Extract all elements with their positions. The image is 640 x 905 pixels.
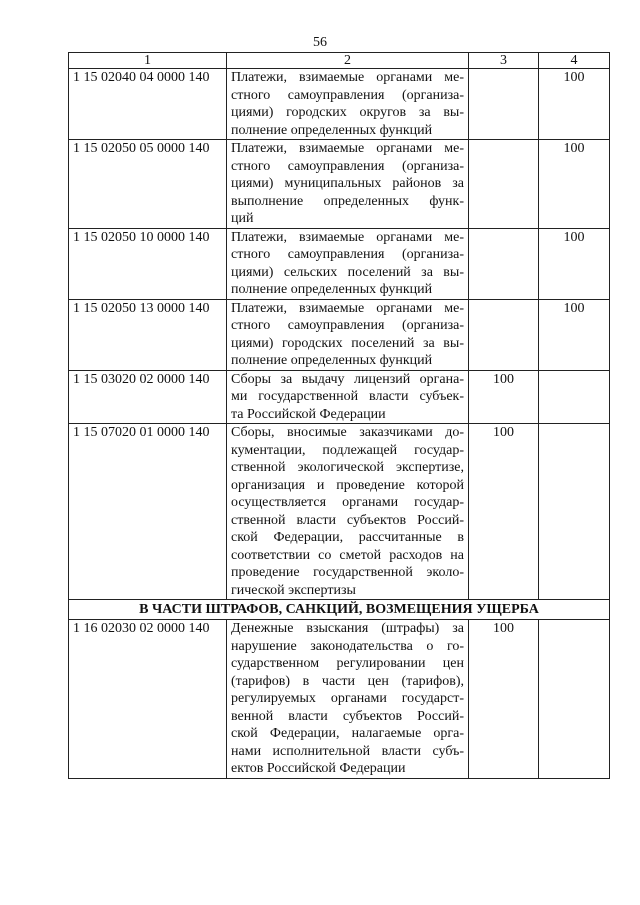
description-line: (тарифов) в части цен (тарифов),: [231, 673, 464, 689]
value-col4: 100: [539, 140, 610, 229]
value-col3: [469, 69, 539, 140]
description-line: циями) городских поселений за вы-: [231, 335, 464, 351]
description-line: ской Федерации, рассчитанные в: [231, 530, 464, 545]
value-col3: 100: [469, 620, 539, 779]
budget-code: 1 16 02030 02 0000 140: [69, 620, 227, 779]
description-line: ций: [231, 211, 254, 226]
description-line: Платежи, взимаемые органами ме-: [231, 229, 464, 245]
description-line: циями) городских округов за вы-: [231, 105, 464, 120]
description-line: та Российской Федерации: [231, 406, 386, 422]
value-col3: [469, 140, 539, 229]
description-line: Платежи, взимаемые органами ме-: [231, 300, 464, 316]
value-col4: [539, 620, 610, 779]
description-line: выполнение определенных функ-: [231, 193, 464, 209]
value-col3: [469, 228, 539, 299]
table-row: [69, 140, 610, 229]
column-header: 4: [539, 53, 610, 69]
description-line: Платежи, взимаемые органами ме-: [231, 141, 464, 156]
description-line: стного самоуправления (организа-: [231, 87, 464, 103]
description-line: нарушение законодательства о го-: [231, 638, 464, 654]
budget-code: 1 15 03020 02 0000 140: [69, 370, 227, 424]
description-line: полнение определенных функций: [231, 282, 433, 297]
table-row: [69, 228, 610, 299]
value-col3: 100: [469, 424, 539, 600]
description-line: гической экспертизы: [231, 582, 356, 598]
description-line: циями) сельских поселений за вы-: [231, 264, 464, 280]
page-number: 56: [313, 35, 327, 50]
description-line: ектов Российской Федерации: [231, 761, 406, 776]
description-line: полнение определенных функций: [231, 353, 433, 368]
revenue-description: [227, 299, 469, 370]
revenue-description: [227, 620, 469, 779]
description-line: соответствии со сметой расходов на: [231, 547, 464, 563]
revenue-description: [227, 370, 469, 424]
description-line: нами исполнительной власти субъ-: [231, 743, 464, 759]
column-header: 3: [469, 53, 539, 69]
description-line: ственной власти субъектов Россий-: [231, 512, 464, 528]
description-line: стного самоуправления (организа-: [231, 158, 464, 174]
description-line: Сборы за выдачу лицензий органа-: [231, 371, 464, 387]
description-line: стного самоуправления (организа-: [231, 318, 464, 333]
value-col4: 100: [539, 299, 610, 370]
revenue-description: [227, 228, 469, 299]
budget-code: 1 15 07020 01 0000 140: [69, 424, 227, 600]
revenue-description: [227, 424, 469, 600]
column-header: 1: [69, 53, 227, 69]
description-line: Сборы, вносимые заказчиками до-: [231, 425, 464, 440]
column-header: 2: [227, 53, 469, 69]
description-line: кументации, подлежащей государ-: [231, 442, 464, 458]
value-col4: 100: [539, 69, 610, 140]
table-row: [69, 424, 610, 600]
description-line: ской Федерации, налагаемые орга-: [231, 726, 464, 741]
description-line: ственной экологической экспертизе,: [231, 460, 464, 475]
description-line: регулируемых органами государст-: [231, 691, 464, 706]
value-col3: [469, 299, 539, 370]
description-line: полнение определенных функций: [231, 122, 433, 138]
budget-code: 1 15 02050 10 0000 140: [69, 228, 227, 299]
section-row: [69, 600, 610, 620]
description-line: циями) муниципальных районов за: [231, 176, 464, 191]
description-line: Денежные взыскания (штрафы) за: [231, 621, 464, 636]
description-line: организация и проведение которой: [231, 477, 464, 493]
table-row: [69, 370, 610, 424]
budget-code: 1 15 02050 13 0000 140: [69, 299, 227, 370]
value-col4: 100: [539, 228, 610, 299]
description-line: осуществляется органами государ-: [231, 495, 464, 510]
description-line: сударственном регулировании цен: [231, 656, 464, 671]
budget-code: 1 15 02050 05 0000 140: [69, 140, 227, 229]
table-row: [69, 69, 610, 140]
section-title: В ЧАСТИ ШТРАФОВ, САНКЦИЙ, ВОЗМЕЩЕНИЯ УЩЕРБА: [69, 600, 610, 620]
value-col4: [539, 424, 610, 600]
description-line: венной власти субъектов Россий-: [231, 708, 464, 724]
table-row: [69, 299, 610, 370]
budget-code: 1 15 02040 04 0000 140: [69, 69, 227, 140]
table-row: [69, 620, 610, 779]
value-col4: [539, 370, 610, 424]
description-line: стного самоуправления (организа-: [231, 247, 464, 262]
value-col3: 100: [469, 370, 539, 424]
revenue-table: [68, 52, 610, 779]
revenue-description: [227, 140, 469, 229]
revenue-description: [227, 69, 469, 140]
description-line: ми государственной власти субъек-: [231, 389, 464, 404]
description-line: Платежи, взимаемые органами ме-: [231, 70, 464, 85]
header-row: [69, 53, 610, 69]
description-line: проведение государственной эколо-: [231, 565, 464, 580]
